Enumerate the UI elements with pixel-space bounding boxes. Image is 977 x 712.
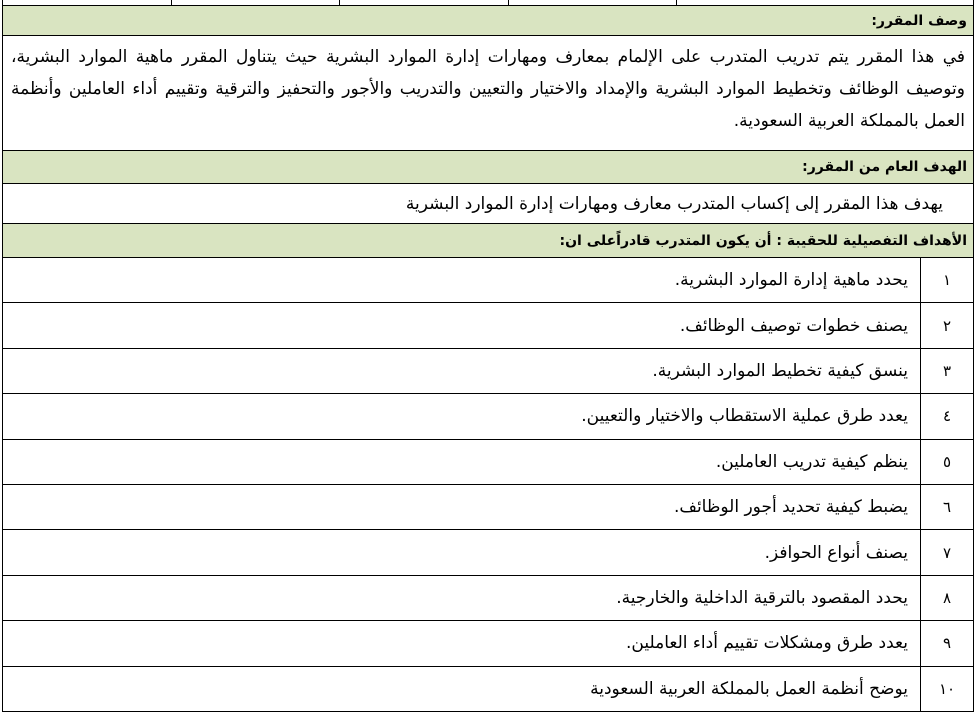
objective-number: ٩ [920, 621, 973, 665]
general-goal-text: يهدف هذا المقرر إلى إكساب المتدرب معارف ومهارات إدارة الموارد البشرية [405, 193, 943, 214]
objective-row [2, 257, 974, 303]
general-goal-header-label: الهدف العام من المقرر: [802, 159, 967, 175]
description-header-label: وصف المقرر: [871, 12, 967, 29]
description-header [2, 5, 974, 36]
objective-row [2, 484, 974, 530]
objective-number: ١ [920, 258, 973, 302]
objective-row [2, 393, 974, 439]
objective-text: يعدد طرق ومشكلات تقييم أداء العاملين. [626, 633, 908, 654]
general-goal-body [2, 183, 974, 224]
objective-row [2, 620, 974, 666]
objective-number: ٨ [920, 576, 973, 620]
objective-text: يصنف أنواع الحوافز. [764, 542, 908, 563]
objective-number: ٥ [920, 440, 973, 484]
objective-number: ٤ [920, 394, 973, 438]
description-body [2, 35, 974, 151]
objective-number: ١٠ [920, 667, 973, 711]
general-goal-header [2, 150, 974, 184]
objectives-header-label: الأهداف التفصيلية للحقيبة : أن يكون المتدرب قادراًعلى ان: [559, 232, 967, 249]
objective-text: يوضح أنظمة العمل بالمملكة العربية السعودية [590, 678, 908, 699]
description-text: في هذا المقرر يتم تدريب المتدرب على الإلمام بمعارف ومهارات إدارة الموارد البشرية حيث يتناول المقرر ماهية الموارد البشرية، وتوصيف الوظائف وتخطيط الموارد البشرية والإمداد والاختيار والتعيين والتدريب والأجور والتحفيز والترقية وتقييم أداء العاملين وأنظمة العمل بالمملكة العربية السعودية. [11, 47, 965, 131]
objective-text: يعدد طرق عملية الاستقطاب والاختيار والتعيين. [581, 406, 908, 427]
objective-number: ٧ [920, 530, 973, 574]
objective-text: يصنف خطوات توصيف الوظائف. [679, 315, 908, 336]
objective-row [2, 348, 974, 394]
objective-text: ينظم كيفية تدريب العاملين. [715, 451, 908, 472]
objective-text: يحدد ماهية إدارة الموارد البشرية. [674, 270, 908, 291]
objective-row [2, 439, 974, 485]
objective-text: ينسق كيفية تخطيط الموارد البشرية. [652, 360, 908, 381]
objective-row [2, 302, 974, 348]
objectives-header [2, 223, 974, 258]
objective-row [2, 575, 974, 621]
objective-row [2, 529, 974, 575]
objective-text: يضبط كيفية تحديد أجور الوظائف. [673, 497, 908, 518]
objective-row [2, 666, 974, 712]
objective-text: يحدد المقصود بالترقية الداخلية والخارجية. [616, 587, 908, 608]
objective-number: ٢ [920, 303, 973, 347]
objective-number: ٣ [920, 349, 973, 393]
objective-number: ٦ [920, 485, 973, 529]
